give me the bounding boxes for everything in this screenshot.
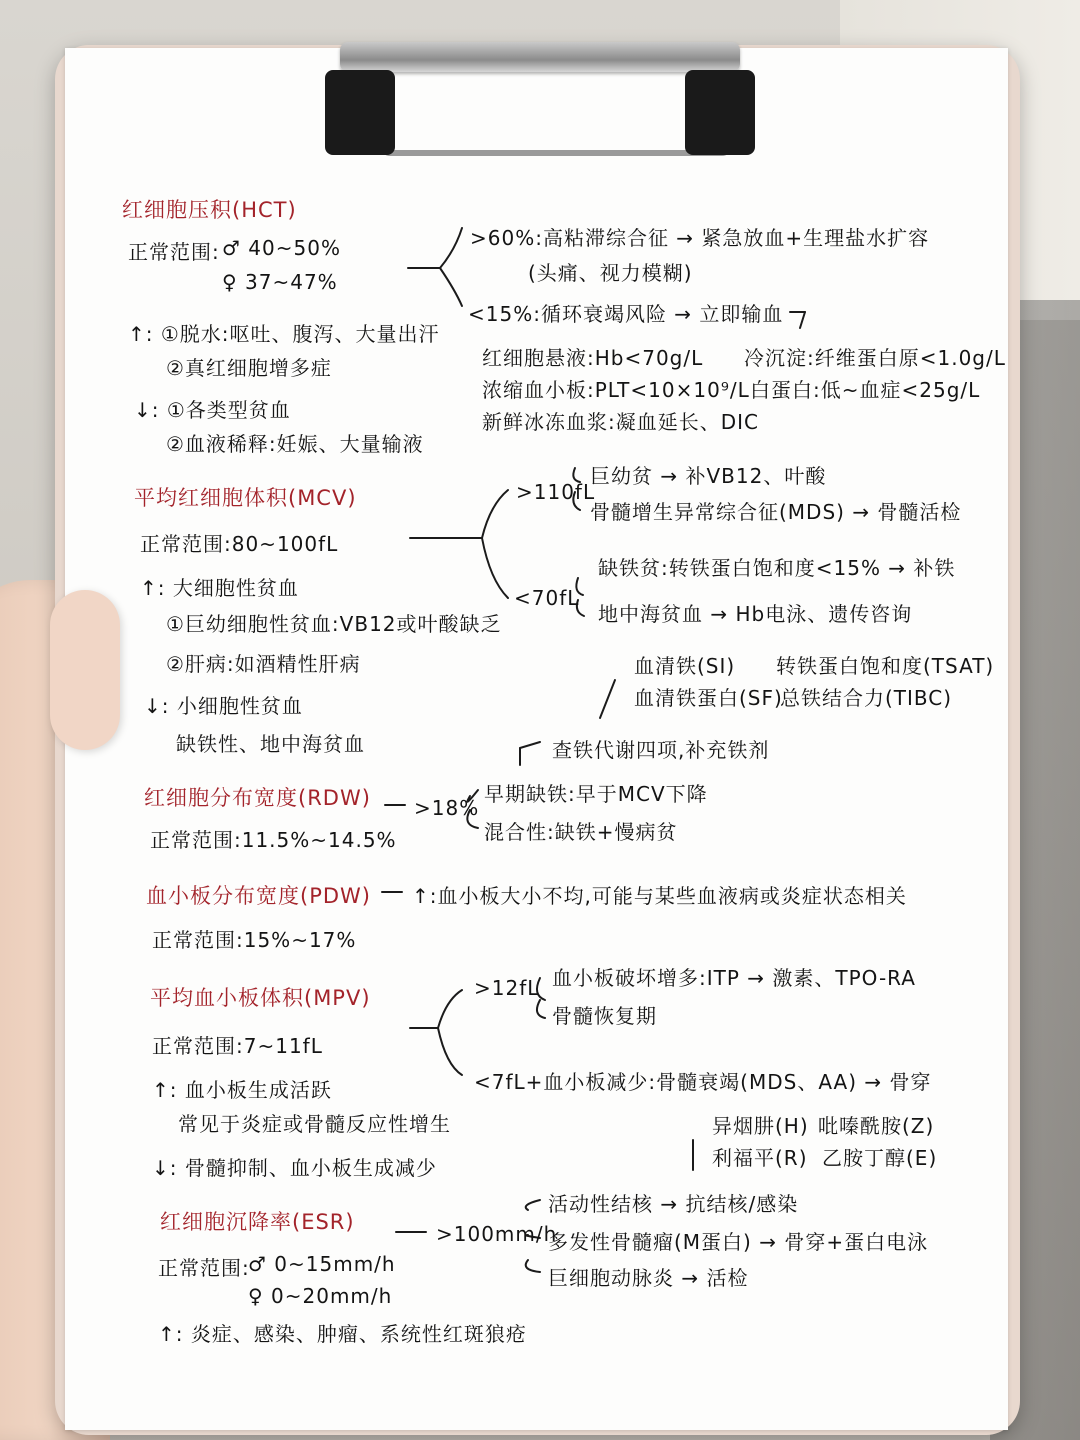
mcv-down: ↓: 小细胞性贫血 [144,694,303,718]
hct-transfusion-1: 红细胞悬液:Hb<70g/L [482,346,704,370]
mpv-normal: 正常范围:7~11fL [152,1034,323,1058]
mcv-down-1: 缺铁性、地中海贫血 [176,732,365,756]
rdw-r1: 早期缺铁:早于MCV下降 [484,782,708,806]
hct-transfusion-5: 新鲜冰冻血浆:凝血延长、DIC [482,410,760,434]
clip-wire [380,72,732,156]
tb-drug-e: 乙胺丁醇(E) [822,1146,938,1170]
mpv-up: ↑: 血小板生成活跃 [152,1078,332,1102]
hct-down-1: ↓: ①各类型贫血 [134,398,291,422]
mcv-low: <70fL [514,586,580,610]
rdw-r2: 混合性:缺铁+慢病贫 [484,820,678,844]
pdw-title: 血小板分布宽度(PDW) [146,884,371,908]
mcv-normal: 正常范围:80~100fL [140,532,339,556]
mpv-title: 平均血小板体积(MPV) [150,986,371,1010]
clip-foot-left [325,70,395,155]
iron-sf: 血清铁蛋白(SF) [634,686,783,710]
pdw-normal: 正常范围:15%~17% [152,928,357,952]
esr-e3: 巨细胞动脉炎 → 活检 [548,1266,749,1290]
hct-down-2: ②血液稀释:妊娠、大量输液 [166,432,424,456]
iron-tsat: 转铁蛋白饱和度(TSAT) [776,654,995,678]
iron-tibc: 总铁结合力(TIBC) [780,686,953,710]
mpv-low: <7fL+血小板减少:骨髓衰竭(MDS、AA) → 骨穿 [474,1070,932,1094]
mcv-high-2: 骨髓增生异常综合征(MDS) → 骨髓活检 [590,500,962,524]
pdw-note: ↑:血小板大小不均,可能与某些血液病或炎症状态相关 [412,884,907,908]
rdw-title: 红细胞分布宽度(RDW) [144,786,371,810]
esr-female-range: ♀ 0~20mm/h [248,1284,393,1308]
tb-drug-h: 异烟肼(H) [712,1114,809,1138]
mcv-high: >110fL [516,480,596,504]
thumb [50,590,120,750]
clip-foot-right [685,70,755,155]
mcv-high-1: 巨幼贫 → 补VB12、叶酸 [590,464,827,488]
hct-transfusion-3: 浓缩血小板:PLT<10×10⁹/L [482,378,750,402]
hct-title: 红细胞压积(HCT) [122,198,297,222]
clip-bar [340,42,740,72]
mcv-low-1: 缺铁贫:转铁蛋白饱和度<15% → 补铁 [598,556,956,580]
mcv-title: 平均红细胞体积(MCV) [134,486,357,510]
esr-gt: >100mm/h [436,1222,558,1246]
mpv-up-1: 常见于炎症或骨髓反应性增生 [178,1112,451,1136]
mcv-up-1: ①巨幼细胞性贫血:VB12或叶酸缺乏 [166,612,502,636]
esr-male-range: ♂ 0~15mm/h [248,1252,396,1276]
iron-check: 查铁代谢四项,补充铁剂 [552,738,770,762]
esr-title: 红细胞沉降率(ESR) [160,1210,355,1234]
mcv-up-2: ②肝病:如酒精性肝病 [166,652,361,676]
esr-up: ↑: 炎症、感染、肿瘤、系统性红斑狼疮 [158,1322,527,1346]
mpv-down: ↓: 骨髓抑制、血小板生成减少 [152,1156,437,1180]
esr-e1: 活动性结核 → 抗结核/感染 [548,1192,799,1216]
hct-transfusion-2: 冷沉淀:纤维蛋白原<1.0g/L [744,346,1006,370]
esr-e2: 多发性骨髓瘤(M蛋白) → 骨穿+蛋白电泳 [548,1230,929,1254]
mpv-high-2: 骨髓恢复期 [552,1004,657,1028]
mpv-high-1: 血小板破坏增多:ITP → 激素、TPO-RA [552,966,916,990]
iron-si: 血清铁(SI) [634,654,736,678]
mcv-up: ↑: 大细胞性贫血 [140,576,299,600]
mcv-low-2: 地中海贫血 → Hb电泳、遗传咨询 [598,602,913,626]
hct-male-range: ♂ 40~50% [222,236,341,260]
tb-drug-r: 利福平(R) [712,1146,808,1170]
hct-high: >60%:高粘滞综合征 → 紧急放血+生理盐水扩容 [470,226,930,250]
hct-transfusion-4: 白蛋白:低~血症<25g/L [750,378,981,402]
hct-normal-label: 正常范围: [128,240,220,264]
esr-normal-label: 正常范围: [158,1256,250,1280]
rdw-normal: 正常范围:11.5%~14.5% [150,828,397,852]
hct-high-note: (头痛、视力模糊) [528,261,693,285]
hct-up-1: ↑: ①脱水:呕吐、腹泻、大量出汗 [128,322,440,346]
hct-low: <15%:循环衰竭风险 → 立即输血 [468,302,784,326]
tb-drug-z: 吡嗪酰胺(Z) [818,1114,935,1138]
mpv-high: >12fL [474,976,540,1000]
hct-up-2: ②真红细胞增多症 [166,356,332,380]
rdw-gt: >18% [414,796,480,820]
hct-female-range: ♀ 37~47% [222,270,338,294]
